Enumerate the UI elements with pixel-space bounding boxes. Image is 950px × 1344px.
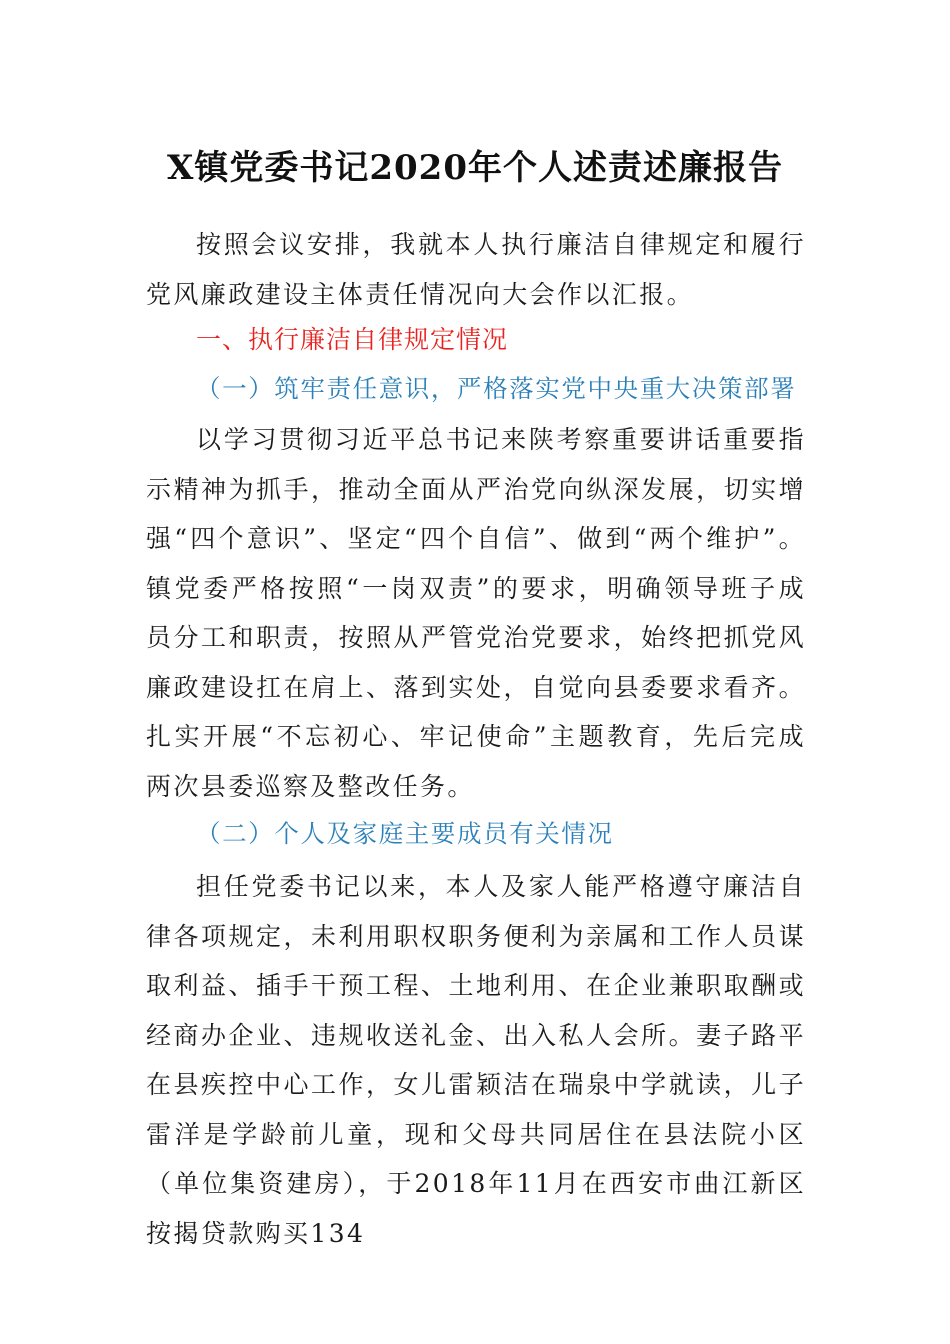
subsection-heading-2: （二）个人及家庭主要成员有关情况 — [196, 819, 614, 848]
subsection-heading-1: （一）筑牢责任意识，严格落实党中央重大决策部署 — [196, 374, 797, 403]
document-title: X镇党委书记2020年个人述责述廉报告 — [166, 148, 783, 188]
subsection-paragraph-2: 担任党委书记以来，本人及家人能严格遵守廉洁自律各项规定，未利用职权职务便利为亲属和工作人员谋取利益、插手干预工程、土地利用、在企业兼职取酬或经商办企业、违规收送礼金、出入私人会所。妻子路平在县疾控中心工作，女儿雷颖洁在瑞泉中学就读，儿子雷洋是学龄前儿童，现和父母共同居住在县法院小区（单位集资建房），于2018年11月在西安市曲江新区按揭贷款购买134 — [146, 872, 806, 1248]
section-heading-1: 一、执行廉洁自律规定情况 — [196, 325, 509, 354]
intro-paragraph: 按照会议安排，我就本人执行廉洁自律规定和履行党风廉政建设主体责任情况向大会作以汇报。 — [146, 230, 806, 309]
subsection-paragraph-1: 以学习贯彻习近平总书记来陕考察重要讲话重要指示精神为抓手，推动全面从严治党向纵深发展，切实增强“四个意识”、坚定“四个自信”、做到“两个维护”。镇党委严格按照“一岗双责”的要求，明确领导班子成员分工和职责，按照从严管党治党要求，始终把抓党风廉政建设扛在肩上、落到实处，自觉向县委要求看齐。扎实开展“不忘初心、牢记使命”主题教育，先后完成两次县委巡察及整改任务。 — [146, 425, 806, 801]
